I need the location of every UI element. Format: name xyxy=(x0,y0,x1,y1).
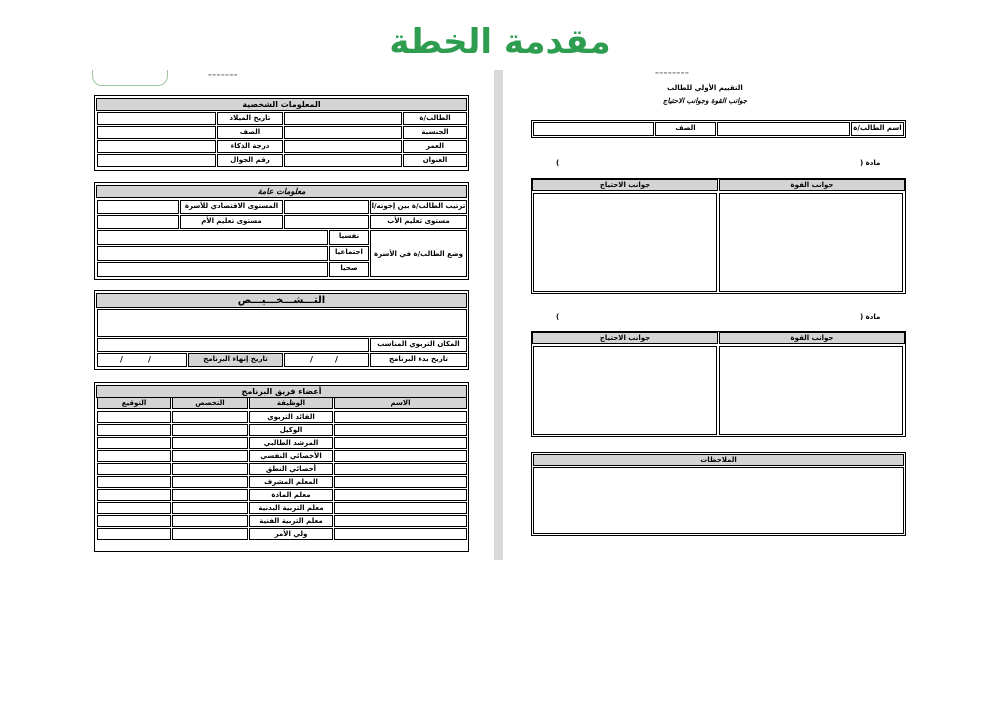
label-program-start: تاريخ بدء البرنامج xyxy=(370,353,467,367)
need-header-1: جوانب الاحتياج xyxy=(532,179,718,191)
team-role-cell: الوكيل xyxy=(249,424,333,436)
value-nationality[interactable] xyxy=(284,126,402,139)
team-role-cell: معلم التربية البدنية xyxy=(249,502,333,514)
page-divider xyxy=(494,70,503,560)
subject-close-1: ) xyxy=(556,159,560,167)
label-economic-level: المستوى الاقتصادي للأسرة xyxy=(180,200,283,214)
subject-label-1: مادة ( xyxy=(860,159,881,167)
value-social[interactable] xyxy=(97,246,328,261)
team-specialty-cell[interactable] xyxy=(172,437,248,449)
value-economic-level[interactable] xyxy=(97,200,179,214)
need-area-2[interactable] xyxy=(533,346,717,435)
value-sibling-order[interactable] xyxy=(284,200,369,214)
label-student-class: الصف xyxy=(655,122,716,136)
strength-header-1: جوانب القوة xyxy=(719,179,905,191)
label-mobile: رقم الجوال xyxy=(217,154,283,167)
value-class[interactable] xyxy=(97,126,216,139)
team-signature-cell[interactable] xyxy=(97,528,171,540)
value-program-end[interactable]: / / xyxy=(97,353,187,367)
team-name-cell[interactable] xyxy=(334,489,467,501)
assessment-subheading: جوانب القوة وجوانب الاحتياج xyxy=(662,97,748,105)
team-role-cell: ولي الأمر xyxy=(249,528,333,540)
team-col-role: الوظيفة xyxy=(249,397,333,409)
team-signature-cell[interactable] xyxy=(97,411,171,423)
value-father-education[interactable] xyxy=(284,215,369,229)
need-header-2: جوانب الاحتياج xyxy=(532,332,718,344)
team-signature-cell[interactable] xyxy=(97,502,171,514)
subject-close-2: ) xyxy=(556,313,560,321)
team-specialty-cell[interactable] xyxy=(172,463,248,475)
team-specialty-cell[interactable] xyxy=(172,502,248,514)
subject-label-2: مادة ( xyxy=(860,313,881,321)
team-specialty-cell[interactable] xyxy=(172,424,248,436)
value-psychological[interactable] xyxy=(97,230,328,245)
team-role-cell: الأخصائي النفسي xyxy=(249,450,333,462)
strength-area-2[interactable] xyxy=(719,346,903,435)
team-role-cell: القائد التربوي xyxy=(249,411,333,423)
assessment-heading: التقييم الأولي للطالب xyxy=(667,84,743,92)
team-specialty-cell[interactable] xyxy=(172,515,248,527)
team-name-cell[interactable] xyxy=(334,515,467,527)
notes-header: الملاحظات xyxy=(533,454,904,466)
diagnosis-text-area[interactable] xyxy=(97,309,467,337)
team-name-cell[interactable] xyxy=(334,502,467,514)
team-specialty-cell[interactable] xyxy=(172,450,248,462)
team-name-cell[interactable] xyxy=(334,463,467,475)
team-col-signature: التوقيع xyxy=(97,397,171,409)
value-student[interactable] xyxy=(284,112,402,125)
team-name-cell[interactable] xyxy=(334,411,467,423)
team-name-cell[interactable] xyxy=(334,424,467,436)
team-col-specialty: التخصص xyxy=(172,397,248,409)
team-signature-cell[interactable] xyxy=(97,489,171,501)
team-signature-cell[interactable] xyxy=(97,437,171,449)
value-mobile[interactable] xyxy=(97,154,216,167)
team-name-cell[interactable] xyxy=(334,450,467,462)
team-role-cell: معلم التربية الفنية xyxy=(249,515,333,527)
label-birthdate: تاريخ الميلاد xyxy=(217,112,283,125)
value-birthdate[interactable] xyxy=(97,112,216,125)
team-role-cell: المرشد الطالبي xyxy=(249,437,333,449)
label-program-end: تاريخ إنهاء البرنامج xyxy=(188,353,283,367)
label-nationality: الجنسية xyxy=(403,126,467,139)
label-age: العمر xyxy=(403,140,467,153)
ministry-mark-right: ▬▬▬▬▬▬▬▬ xyxy=(655,70,690,75)
strength-header-2: جوانب القوة xyxy=(719,332,905,344)
label-student: الطالب/ة xyxy=(403,112,467,125)
label-sibling-order: ترتيب الطالب/ة بين إخوته/ا xyxy=(370,200,467,214)
general-info-header: معلومات عامة xyxy=(96,185,467,198)
label-address: العنوان xyxy=(403,154,467,167)
label-educational-placement: المكان التربوي المناسب xyxy=(370,338,467,352)
diagnosis-header: التـــشـــخـــيـــص xyxy=(96,293,467,308)
team-specialty-cell[interactable] xyxy=(172,476,248,488)
label-health: صحيا xyxy=(329,262,369,277)
value-mother-education[interactable] xyxy=(97,215,179,229)
team-signature-cell[interactable] xyxy=(97,424,171,436)
label-father-education: مستوى تعليم الأب xyxy=(370,215,467,229)
label-student-name: اسم الطالب/ة xyxy=(851,122,904,136)
team-header: أعضاء فريق البرنامج xyxy=(96,385,467,398)
team-specialty-cell[interactable] xyxy=(172,528,248,540)
team-signature-cell[interactable] xyxy=(97,476,171,488)
strength-area-1[interactable] xyxy=(719,193,903,292)
team-role-cell: معلم المادة xyxy=(249,489,333,501)
need-area-1[interactable] xyxy=(533,193,717,292)
value-iq[interactable] xyxy=(97,140,216,153)
label-mother-education: مستوى تعليم الأم xyxy=(180,215,283,229)
label-class: الصف xyxy=(217,126,283,139)
value-educational-placement[interactable] xyxy=(97,338,369,352)
ministry-mark: ▬▬▬▬▬▬▬ xyxy=(208,72,238,77)
team-name-cell[interactable] xyxy=(334,528,467,540)
team-role-cell: المعلم المشرف xyxy=(249,476,333,488)
team-col-name: الاسم xyxy=(334,397,467,409)
label-family-status: وضع الطالب/ة في الأسرة xyxy=(370,230,467,277)
team-name-cell[interactable] xyxy=(334,476,467,488)
team-specialty-cell[interactable] xyxy=(172,411,248,423)
team-signature-cell[interactable] xyxy=(97,450,171,462)
personal-info-header: المعلومات الشخصية xyxy=(96,98,467,111)
team-specialty-cell[interactable] xyxy=(172,489,248,501)
team-signature-cell[interactable] xyxy=(97,463,171,475)
notes-area[interactable] xyxy=(533,467,904,534)
value-student-name[interactable] xyxy=(717,122,850,136)
team-signature-cell[interactable] xyxy=(97,515,171,527)
value-program-start[interactable]: / / xyxy=(284,353,369,367)
team-name-cell[interactable] xyxy=(334,437,467,449)
page-title: مقدمة الخطة xyxy=(389,22,611,62)
label-psychological: نفسيا xyxy=(329,230,369,245)
value-student-class[interactable] xyxy=(533,122,654,136)
value-age[interactable] xyxy=(284,140,402,153)
value-health[interactable] xyxy=(97,262,328,277)
label-iq: درجة الذكاء xyxy=(217,140,283,153)
team-role-cell: أخصائي النطق xyxy=(249,463,333,475)
logo-curve xyxy=(92,70,168,86)
label-social: اجتماعيا xyxy=(329,246,369,261)
value-address[interactable] xyxy=(284,154,402,167)
